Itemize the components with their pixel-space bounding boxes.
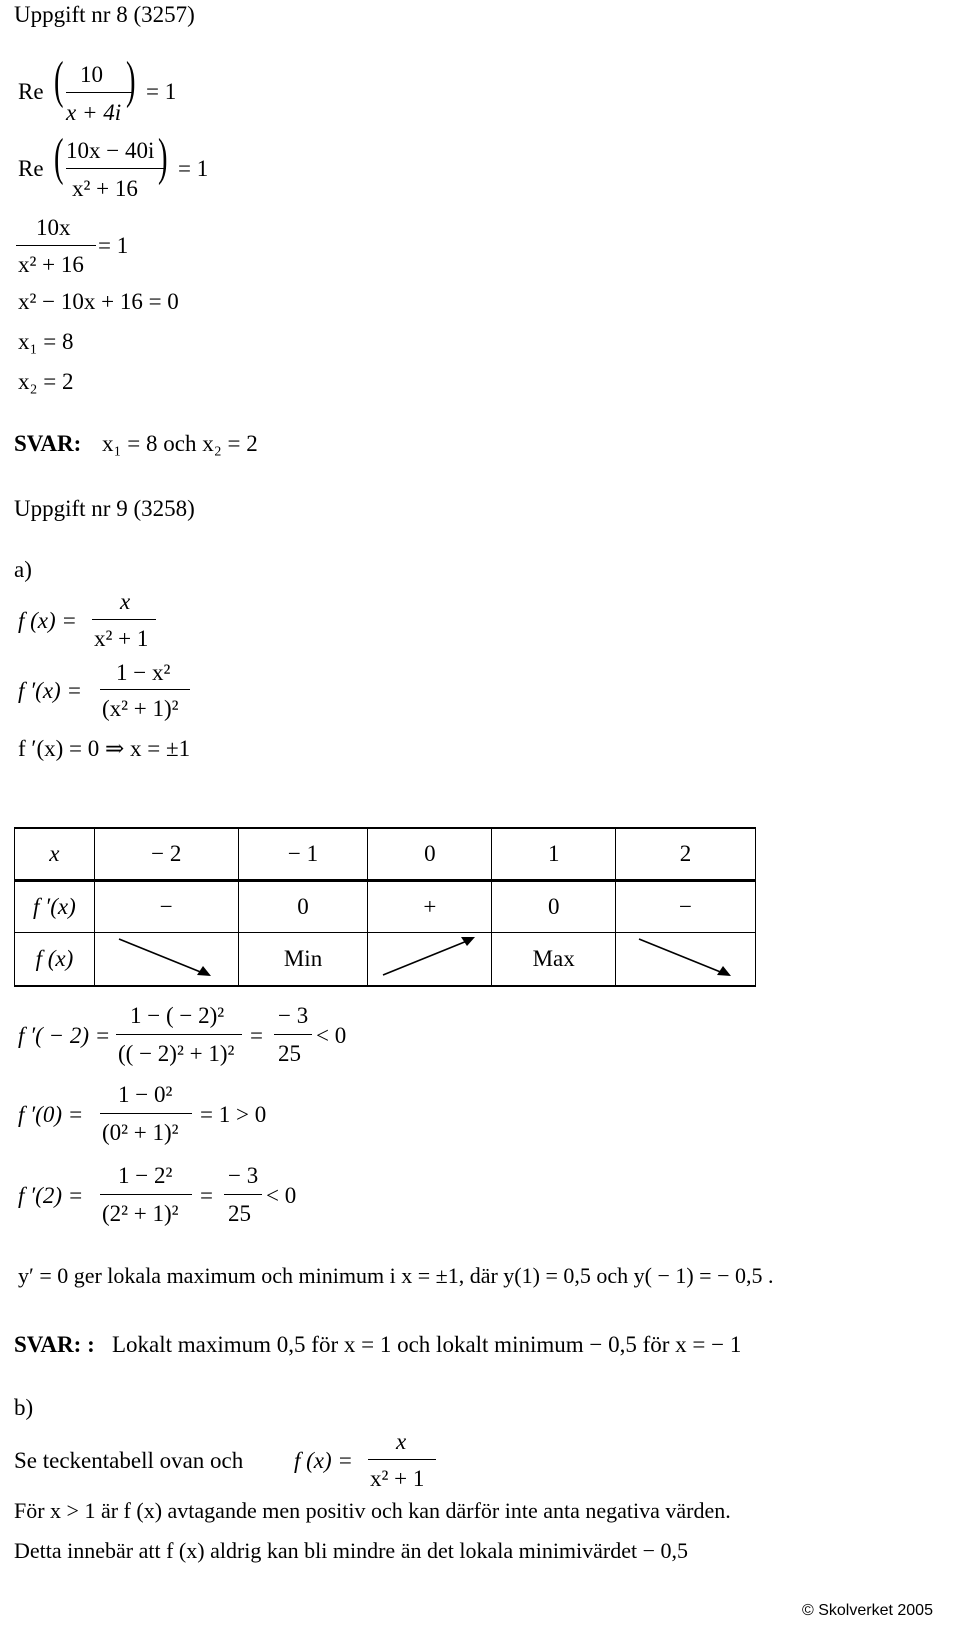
arrow-up-icon <box>368 933 492 987</box>
b-line1-numerator: x <box>396 1429 407 1454</box>
eq2-denominator: x² + 16 <box>72 176 138 201</box>
b-line2: För x > 1 är f (x) avtagande men positiv och kan därför inte anta negativa värden. <box>14 1498 731 1523</box>
check1-denominator: (( − 2)² + 1)² <box>118 1041 235 1066</box>
arrow-down-icon <box>94 933 238 987</box>
table-cell: − 1 <box>238 828 368 881</box>
b-line1-lhs: f (x) = <box>294 1448 353 1473</box>
table-cell: Max <box>492 933 616 987</box>
sign-table-row-f <box>15 933 756 987</box>
check2-denominator: (0² + 1)² <box>102 1120 179 1145</box>
re-label-2: Re <box>18 156 44 181</box>
table-cell: − <box>616 881 756 933</box>
check2-rhs: = 1 > 0 <box>200 1102 267 1127</box>
quadratic-equation: x² − 10x + 16 = 0 <box>18 289 179 314</box>
close-paren-icon: ) <box>126 52 136 109</box>
table-cell: + <box>368 881 492 933</box>
f-def-lhs: f (x) = <box>18 608 77 633</box>
fraction-bar <box>224 1194 262 1195</box>
table-cell: 1 <box>492 828 616 881</box>
sign-table-row-x <box>15 828 756 881</box>
check3-lhs: f ′(2) = <box>18 1183 84 1208</box>
answer-label-8: SVAR: <box>14 431 82 456</box>
fraction-bar <box>66 92 132 93</box>
table-cell: 0 <box>492 881 616 933</box>
check3-rhs: < 0 <box>266 1183 297 1208</box>
eq2-rhs: = 1 <box>178 156 209 181</box>
part-b-label: b) <box>14 1395 34 1420</box>
row-label: f ′(x) <box>15 881 95 933</box>
sign-table <box>14 827 756 987</box>
check1-lhs: f ′( − 2) = <box>18 1023 111 1048</box>
answer-8: x₁ = 8 och x₂ = 2 <box>102 431 258 456</box>
eq3-rhs: = 1 <box>98 233 129 258</box>
fprime-zero: f ′(x) = 0 ⇒ x = ±1 <box>18 736 191 761</box>
open-paren-icon: ( <box>54 129 64 186</box>
check2-numerator: 1 − 0² <box>118 1082 173 1107</box>
check1-rhs: < 0 <box>316 1023 347 1048</box>
b-line3: Detta innebär att f (x) aldrig kan bli mindre än det lokala minimivärdet − 0,5 <box>14 1538 689 1563</box>
fraction-bar <box>368 1459 436 1460</box>
table-cell: 0 <box>368 828 492 881</box>
table-cell: − 2 <box>94 828 238 881</box>
fprime-def-numerator: 1 − x² <box>116 660 171 685</box>
open-paren-icon: ( <box>54 52 64 109</box>
check3-num2: − 3 <box>228 1163 259 1188</box>
row-label: x <box>15 828 95 881</box>
table-cell: Min <box>238 933 368 987</box>
fprime-def-denominator: (x² + 1)² <box>102 696 179 721</box>
eq2-numerator: 10x − 40i <box>66 138 155 163</box>
fraction-bar <box>100 1113 192 1114</box>
check3-equals: = <box>200 1183 213 1208</box>
task8-heading: Uppgift nr 8 (3257) <box>14 2 195 27</box>
arrow-down-icon <box>616 933 756 987</box>
check1-den2: 25 <box>278 1041 301 1066</box>
check1-num2: − 3 <box>278 1003 309 1028</box>
fraction-bar <box>100 1194 192 1195</box>
root-x1: x₁ = 8 <box>18 329 74 354</box>
fraction-bar <box>66 168 166 169</box>
table-cell: − <box>94 881 238 933</box>
eq1-rhs: = 1 <box>146 79 177 104</box>
f-def-numerator: x <box>120 589 131 614</box>
eq3-numerator: 10x <box>36 215 71 240</box>
f-def-denominator: x² + 1 <box>94 626 149 651</box>
table-cell: 0 <box>238 881 368 933</box>
sign-table-row-fprime <box>15 881 756 933</box>
answer-9: Lokalt maximum 0,5 för x = 1 och lokalt minimum − 0,5 för x = − 1 <box>112 1332 742 1357</box>
fraction-bar <box>100 689 190 690</box>
answer-label-9: SVAR: : <box>14 1332 95 1357</box>
check2-lhs: f ′(0) = <box>18 1102 84 1127</box>
b-line1-denominator: x² + 1 <box>370 1466 425 1491</box>
table-cell: 2 <box>616 828 756 881</box>
fraction-bar <box>274 1034 312 1035</box>
task9-heading: Uppgift nr 9 (3258) <box>14 496 195 521</box>
part-a-label: a) <box>14 557 32 582</box>
close-paren-icon: ) <box>158 129 168 186</box>
eq1-numerator: 10 <box>80 62 103 87</box>
root-x2: x₂ = 2 <box>18 369 74 394</box>
conclusion-text: y′ = 0 ger lokala maximum och minimum i x = ±1, där y(1) = 0,5 och y( − 1) = − 0,5 . <box>18 1263 774 1288</box>
fraction-bar <box>116 1034 242 1035</box>
eq1-denominator: x + 4i <box>66 100 122 125</box>
fraction-bar <box>16 245 96 246</box>
fraction-bar <box>92 619 156 620</box>
fprime-def-lhs: f ′(x) = <box>18 678 82 703</box>
check1-numerator: 1 − ( − 2)² <box>130 1003 225 1028</box>
check1-equals: = <box>250 1023 263 1048</box>
b-line1-text: Se teckentabell ovan och <box>14 1448 244 1473</box>
check3-den2: 25 <box>228 1201 251 1226</box>
check3-denominator: (2² + 1)² <box>102 1201 179 1226</box>
eq3-denominator: x² + 16 <box>18 252 84 277</box>
re-label-1: Re <box>18 79 44 104</box>
footer-copyright: © Skolverket 2005 <box>802 1602 933 1619</box>
row-label: f (x) <box>15 933 95 987</box>
check3-numerator: 1 − 2² <box>118 1163 173 1188</box>
